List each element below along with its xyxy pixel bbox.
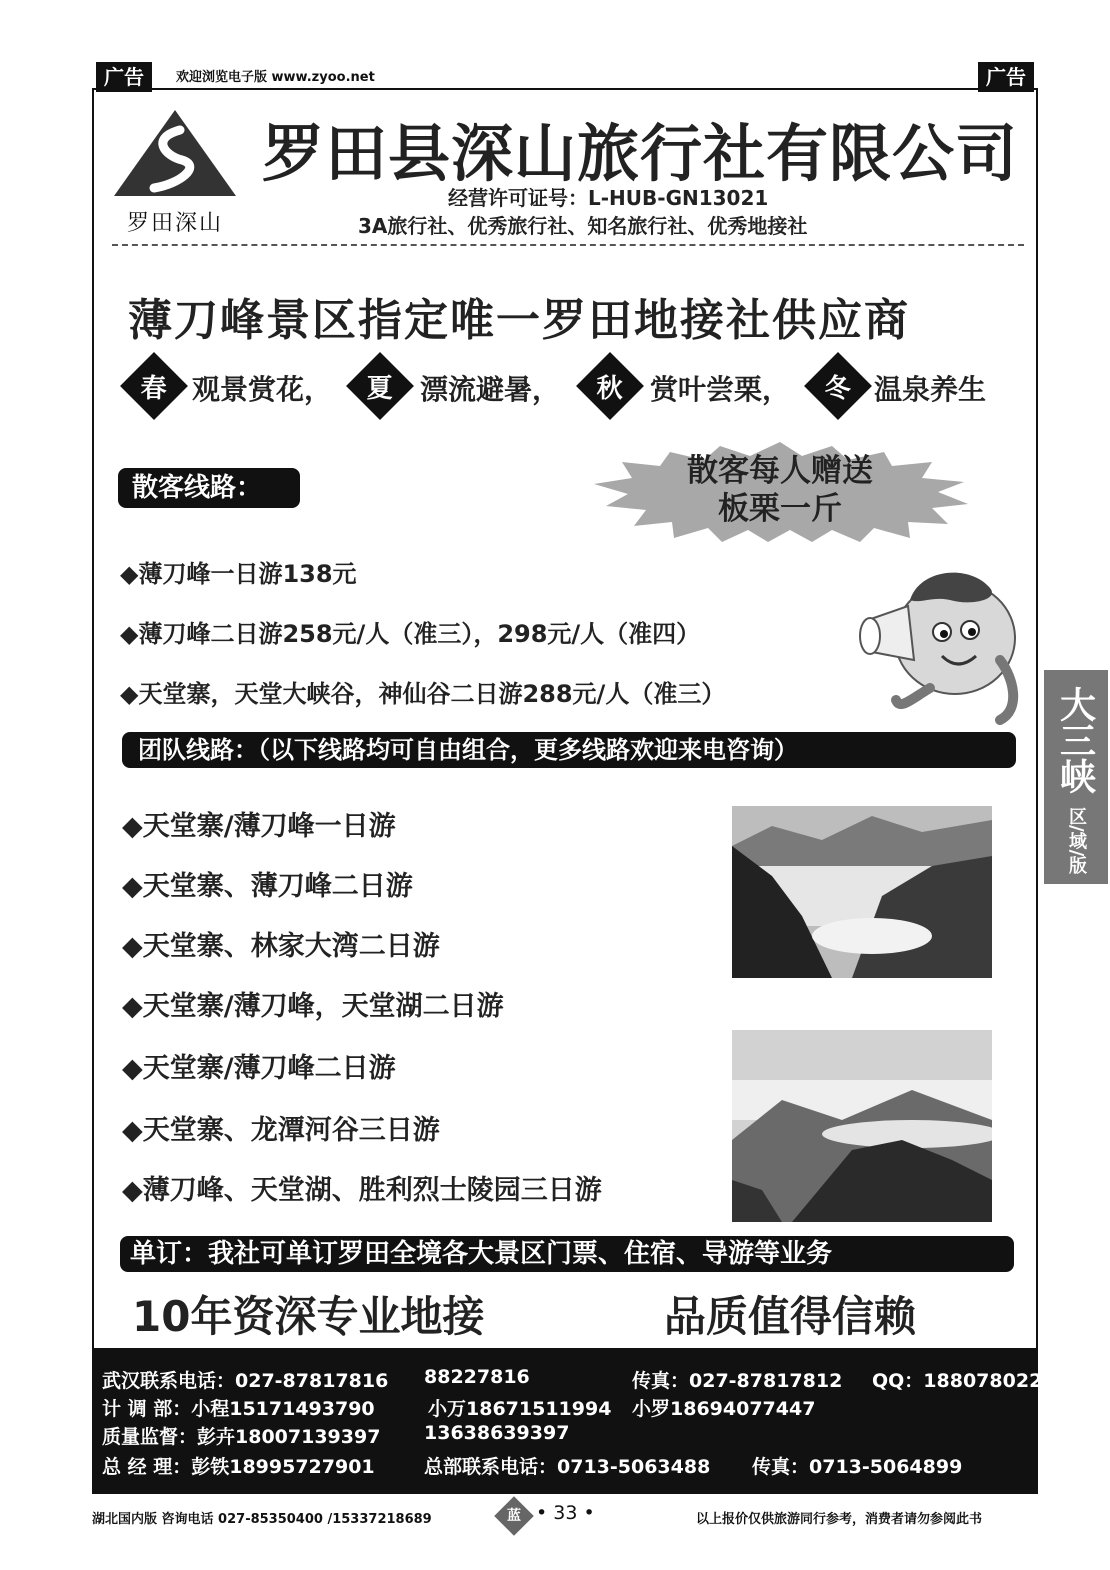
wuhan-phone: 武汉联系电话：027-87817816 xyxy=(102,1370,389,1392)
mountain-photo-2 xyxy=(732,1030,992,1222)
group-route-4: ◆天堂寨/薄刀峰，天堂湖二日游 xyxy=(122,991,504,1022)
individual-route-2: ◆薄刀峰二日游258元/人（准三），298元/人（准四） xyxy=(120,620,701,648)
group-route-3: ◆天堂寨、林家大湾二日游 xyxy=(122,931,440,962)
company-name: 罗田县深山旅行社有限公司 xyxy=(262,117,1019,190)
mascot-illustration xyxy=(850,560,1025,730)
mountain-photo-1 xyxy=(732,806,992,978)
ad-tag-left: 广告 xyxy=(96,62,152,92)
hq-phone: 总部联系电话：0713-5063488 xyxy=(424,1456,711,1478)
wuhan-fax: 传真：027-87817812 xyxy=(632,1370,843,1392)
ad-tag-right: 广告 xyxy=(978,62,1034,92)
season-text-summer: 漂流避暑， xyxy=(420,373,561,406)
season-badge-winter: 冬 xyxy=(804,352,872,420)
group-route-6: ◆天堂寨、龙潭河谷三日游 xyxy=(122,1115,440,1146)
group-route-1: ◆天堂寨/薄刀峰一日游 xyxy=(122,811,396,842)
season-text-autumn: 赏叶尝栗， xyxy=(650,373,791,406)
side-tab-main: 大三峡 xyxy=(1054,686,1097,794)
promo-line-1: 散客每人赠送 xyxy=(687,453,873,489)
company-logo xyxy=(110,108,240,236)
wuhan-phone-2: 88227816 xyxy=(424,1366,530,1388)
promo-burst xyxy=(592,442,968,542)
slogan-left: 10年资深专业地接 xyxy=(132,1292,485,1341)
group-route-5: ◆天堂寨/薄刀峰二日游 xyxy=(122,1053,396,1084)
honors-text: 3A旅行社、优秀旅行社、知名旅行社、优秀地接社 xyxy=(358,214,808,238)
individual-routes-title: 散客线路： xyxy=(118,468,300,508)
mountain-logo-icon xyxy=(110,108,240,198)
individual-route-1: ◆薄刀峰一日游138元 xyxy=(120,560,357,588)
individual-route-3: ◆天堂寨，天堂大峡谷，神仙谷二日游288元/人（准三） xyxy=(120,680,726,708)
dispatch-contact-1: 计 调 部：小程15171493790 xyxy=(102,1398,375,1420)
qq-number: QQ：188078022 xyxy=(872,1370,1043,1392)
mascot-icon xyxy=(850,560,1025,730)
quality-contact-2: 13638639397 xyxy=(424,1422,570,1444)
season-badge-autumn: 秋 xyxy=(576,352,644,420)
region-side-tab xyxy=(1044,670,1108,884)
contact-block xyxy=(92,1348,1043,1494)
page-number: • 33 • xyxy=(536,1502,595,1524)
season-text-spring: 观景赏花， xyxy=(192,373,333,406)
page-badge: 蓝 xyxy=(494,1496,534,1536)
main-headline: 薄刀峰景区指定唯一罗田地接社供应商 xyxy=(128,295,910,346)
quality-contact-1: 质量监督：彭卉18007139397 xyxy=(102,1426,381,1448)
footer-right: 以上报价仅供旅游同行参考，消费者请勿参阅此书 xyxy=(696,1512,983,1527)
group-route-7: ◆薄刀峰、天堂湖、胜利烈士陵园三日游 xyxy=(122,1175,602,1206)
group-route-2: ◆天堂寨、薄刀峰二日游 xyxy=(122,871,413,902)
promo-line-2: 板栗一斤 xyxy=(718,491,842,527)
group-routes-title: 团队线路：（以下线路均可自由组合，更多线路欢迎来电咨询） xyxy=(122,732,1016,768)
slogan-right: 品质值得信赖 xyxy=(664,1292,917,1341)
side-tab-sub: 区/域/版 xyxy=(1066,807,1087,875)
season-text-winter: 温泉养生 xyxy=(874,373,987,406)
divider xyxy=(112,244,1024,246)
hq-fax: 传真：0713-5064899 xyxy=(752,1456,963,1478)
dispatch-contact-2: 小万18671511994 xyxy=(428,1398,612,1420)
season-badge-summer: 夏 xyxy=(346,352,414,420)
dispatch-contact-3: 小罗18694077447 xyxy=(632,1398,816,1420)
manager-contact: 总 经 理：彭铁18995727901 xyxy=(102,1456,375,1478)
footer-left: 湖北国内版 咨询电话 027-85350400 /15337218689 xyxy=(92,1512,432,1527)
site-text: 欢迎浏览电子版 www.zyoo.net xyxy=(176,70,375,85)
license-number: 经营许可证号：L-HUB-GN13021 xyxy=(448,186,769,210)
season-badge-spring: 春 xyxy=(120,352,188,420)
booking-notice: 单订：我社可单订罗田全境各大景区门票、住宿、导游等业务 xyxy=(120,1236,1014,1272)
logo-text: 罗田深山 xyxy=(126,211,223,236)
